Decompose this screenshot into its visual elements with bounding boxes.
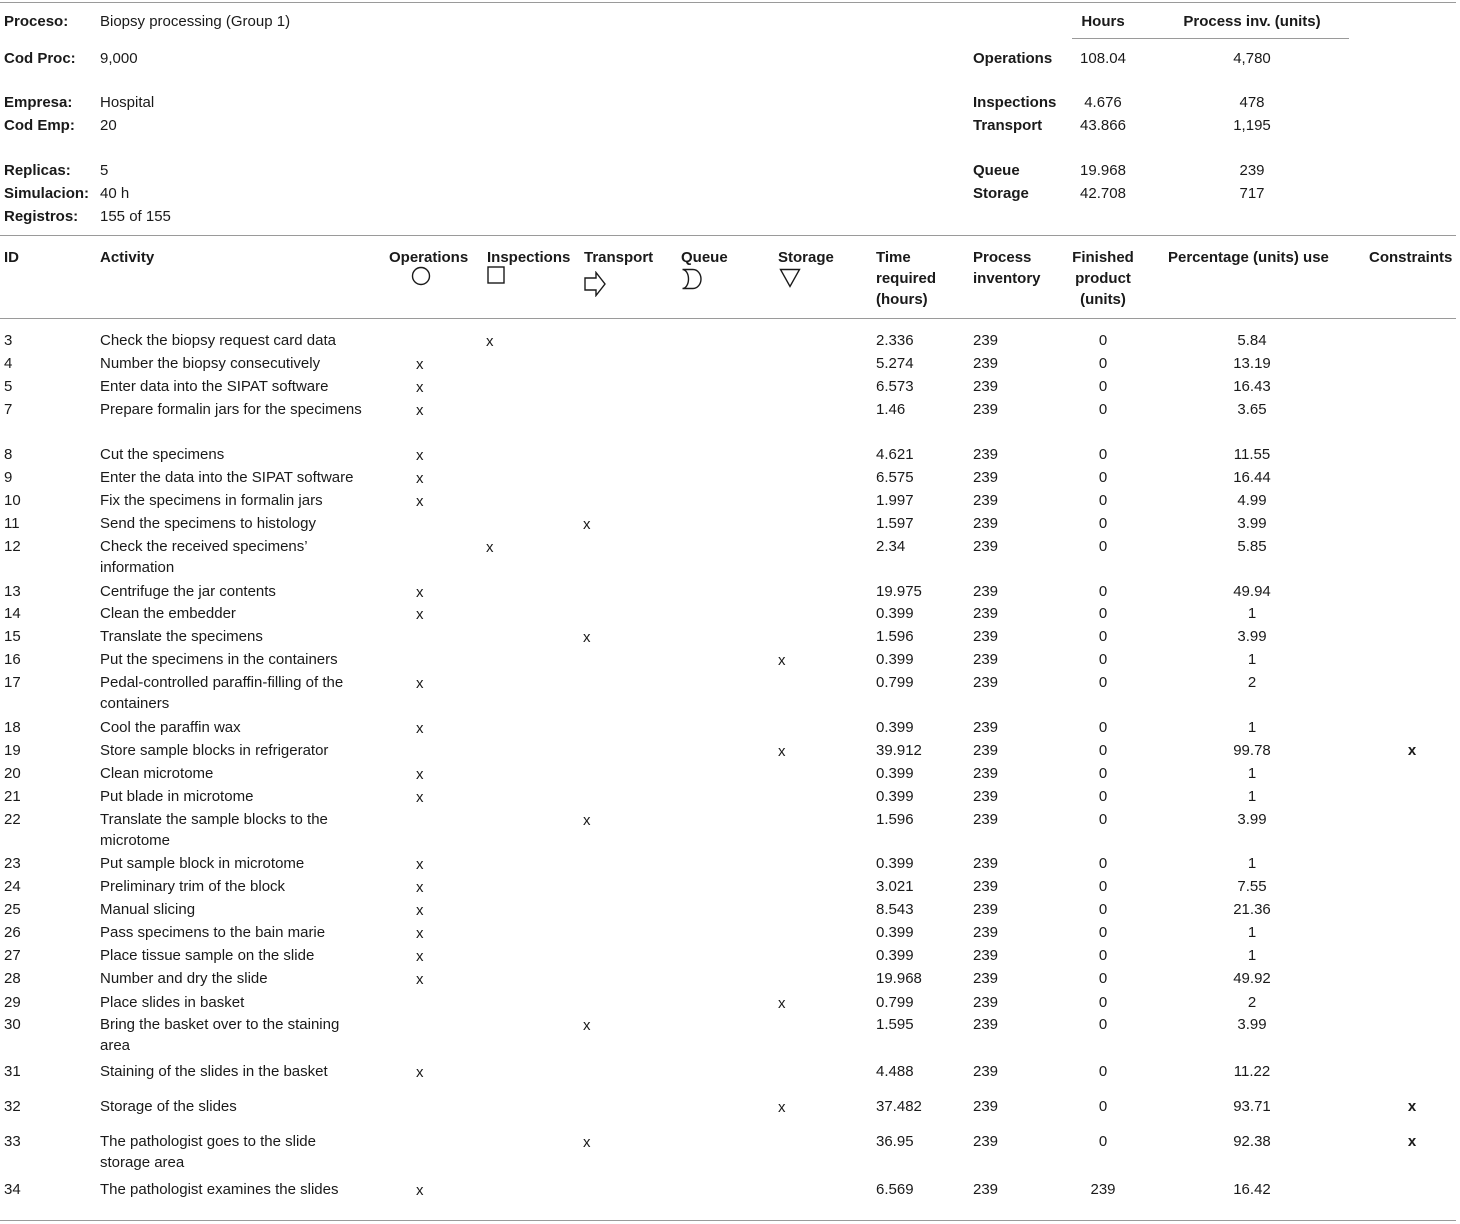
row-percentage: 1 [1247,788,1257,805]
row-inspections-mark: x [486,333,494,350]
row-inventory: 239 [973,1181,999,1198]
row-percentage: 16.44 [1233,469,1271,486]
row-id: 17 [4,674,21,691]
row-id: 34 [4,1181,21,1198]
row-inventory: 239 [973,628,999,645]
row-percentage: 21.36 [1233,901,1271,918]
header-bottom-rule [0,235,1456,236]
row-transport-mark: x [583,629,591,646]
row-percentage: 2 [1247,674,1257,691]
row-id: 10 [4,492,21,509]
col-finished: Finished product (units) [1072,249,1134,308]
row-inventory: 239 [973,605,999,622]
row-operations-mark: x [416,948,424,965]
field-value: 20 [100,117,117,134]
row-time: 1.46 [876,401,906,418]
row-inventory: 239 [973,901,999,918]
row-inventory: 239 [973,401,999,418]
row-activity: Number the biopsy consecutively [100,355,321,372]
row-activity: Clean the embedder [100,605,236,622]
row-activity: Number and dry the slide [100,970,268,987]
row-finished: 0 [1098,901,1108,918]
row-activity: Put the specimens in the containers [100,651,338,668]
row-finished: 0 [1098,605,1108,622]
field-value: Biopsy processing (Group 1) [100,13,291,30]
row-id: 7 [4,401,13,418]
row-id: 31 [4,1063,21,1080]
row-id: 20 [4,765,21,782]
row-percentage: 3.99 [1237,811,1267,828]
summary-hours: 19.968 [1080,162,1126,179]
row-inventory: 239 [973,355,999,372]
row-operations-mark: x [416,379,424,396]
col-time: Time required (hours) [876,249,937,308]
summary-inv: 239 [1239,162,1265,179]
row-finished: 0 [1098,515,1108,532]
field-value: 155 of 155 [100,208,171,225]
row-finished: 0 [1098,469,1108,486]
row-percentage: 5.85 [1237,538,1267,555]
row-finished: 0 [1098,765,1108,782]
row-activity: Put blade in microtome [100,788,254,805]
row-id: 3 [4,332,13,349]
row-operations-mark: x [416,447,424,464]
row-time: 0.399 [876,651,914,668]
row-finished: 0 [1098,1098,1108,1115]
row-activity: Translate the specimens [100,628,263,645]
row-operations-mark: x [416,766,424,783]
row-id: 12 [4,538,21,555]
row-inventory: 239 [973,674,999,691]
row-operations-mark: x [416,356,424,373]
row-activity: Enter data into the SIPAT software [100,378,329,395]
row-activity: Pedal-controlled paraffin-filling of the containers [100,674,344,712]
row-inventory: 239 [973,811,999,828]
row-activity: Put sample block in microtome [100,855,305,872]
row-operations-mark: x [416,493,424,510]
row-activity: Staining of the slides in the basket [100,1063,328,1080]
row-time: 0.399 [876,947,914,964]
row-operations-mark: x [416,470,424,487]
row-id: 5 [4,378,13,395]
row-finished: 0 [1098,855,1108,872]
row-percentage: 3.65 [1237,401,1267,418]
summary-label: Queue [973,162,1020,179]
row-id: 22 [4,811,21,828]
row-operations-mark: x [416,606,424,623]
row-activity: Pass specimens to the bain marie [100,924,326,941]
field-value: Hospital [100,94,155,111]
row-percentage: 5.84 [1237,332,1267,349]
row-inspections-mark: x [486,539,494,556]
row-percentage: 11.22 [1233,1063,1271,1080]
summary-inv: 1,195 [1233,117,1271,134]
row-inventory: 239 [973,947,999,964]
row-inventory: 239 [973,994,999,1011]
row-percentage: 1 [1247,651,1257,668]
field-label: Cod Proc: [4,50,76,67]
row-finished: 0 [1098,583,1108,600]
row-id: 15 [4,628,21,645]
row-operations-mark: x [416,856,424,873]
table-bottom-rule [0,1220,1456,1221]
row-activity: Enter the data into the SIPAT software [100,469,354,486]
row-finished: 0 [1098,651,1108,668]
col-operations: Operations [389,249,469,266]
row-finished: 0 [1098,628,1108,645]
row-time: 1.596 [876,811,914,828]
field-label: Registros: [4,208,79,225]
row-time: 2.336 [876,332,914,349]
row-time: 39.912 [876,742,922,759]
row-finished: 0 [1098,538,1108,555]
row-finished: 0 [1098,674,1108,691]
field-label: Cod Emp: [4,117,75,134]
row-finished: 0 [1098,1016,1108,1033]
row-storage-mark: x [778,652,786,669]
row-percentage: 93.71 [1233,1098,1271,1115]
row-activity: Store sample blocks in refrigerator [100,742,329,759]
row-inventory: 239 [973,878,999,895]
circle-icon [411,266,431,286]
row-percentage: 16.43 [1233,378,1271,395]
row-transport-mark: x [583,516,591,533]
field-label: Empresa: [4,94,73,111]
row-operations-mark: x [416,1064,424,1081]
row-percentage: 4.99 [1237,492,1267,509]
row-transport-mark: x [583,1017,591,1034]
row-percentage: 2 [1247,994,1257,1011]
row-time: 0.399 [876,788,914,805]
row-activity: Manual slicing [100,901,196,918]
row-id: 26 [4,924,21,941]
row-id: 14 [4,605,21,622]
row-time: 1.596 [876,628,914,645]
row-time: 4.621 [876,446,914,463]
summary-hours: 42.708 [1080,185,1126,202]
field-label: Simulacion: [4,185,90,202]
row-id: 29 [4,994,21,1011]
row-inventory: 239 [973,924,999,941]
row-inventory: 239 [973,719,999,736]
row-activity: Storage of the slides [100,1098,237,1115]
row-storage-mark: x [778,743,786,760]
row-activity: Preliminary trim of the block [100,878,286,895]
row-operations-mark: x [416,402,424,419]
row-operations-mark: x [416,925,424,942]
row-time: 0.399 [876,924,914,941]
row-finished: 0 [1098,1063,1108,1080]
row-id: 33 [4,1133,21,1150]
row-id: 28 [4,970,21,987]
col-constraints: Constraints [1369,249,1453,266]
row-operations-mark: x [416,584,424,601]
row-percentage: 49.92 [1233,970,1271,987]
summary-inv: 717 [1239,185,1265,202]
row-percentage: 11.55 [1233,446,1271,463]
row-time: 37.482 [876,1098,922,1115]
row-finished: 0 [1098,994,1108,1011]
row-operations-mark: x [416,971,424,988]
row-id: 24 [4,878,21,895]
row-activity: Place slides in basket [100,994,245,1011]
row-activity: Translate the sample blocks to the microtome [100,811,328,849]
row-inventory: 239 [973,538,999,555]
square-icon [487,266,506,285]
row-percentage: 3.99 [1237,515,1267,532]
col-queue: Queue [681,249,728,266]
row-activity: Centrifuge the jar contents [100,583,276,600]
row-storage-mark: x [778,995,786,1012]
row-inventory: 239 [973,332,999,349]
row-constraint: x [1407,742,1417,759]
row-inventory: 239 [973,1098,999,1115]
row-time: 3.021 [876,878,914,895]
row-time: 0.399 [876,765,914,782]
row-percentage: 16.42 [1233,1181,1271,1198]
row-percentage: 1 [1247,719,1257,736]
summary-hours: 108.04 [1080,50,1126,67]
col-percentage: Percentage (units) use [1168,249,1329,266]
row-percentage: 1 [1247,924,1257,941]
row-time: 1.997 [876,492,914,509]
row-inventory: 239 [973,1016,999,1033]
top-rule [0,2,1456,3]
row-operations-mark: x [416,720,424,737]
row-activity: The pathologist examines the slides [100,1181,339,1198]
row-percentage: 1 [1247,765,1257,782]
column-header-rule [0,318,1456,319]
row-activity: Cut the specimens [100,446,225,463]
row-activity: Prepare formalin jars for the specimens [100,401,362,418]
row-id: 11 [4,515,20,532]
field-value: 5 [100,162,109,179]
row-time: 36.95 [876,1133,914,1150]
row-storage-mark: x [778,1099,786,1116]
row-finished: 0 [1098,924,1108,941]
row-constraint: x [1407,1098,1417,1115]
row-inventory: 239 [973,1133,999,1150]
row-inventory: 239 [973,788,999,805]
row-percentage: 1 [1247,947,1257,964]
row-time: 6.569 [876,1181,914,1198]
row-time: 2.34 [876,538,906,555]
row-id: 18 [4,719,21,736]
row-activity: Check the biopsy request card data [100,332,336,349]
row-id: 32 [4,1098,21,1115]
row-time: 6.575 [876,469,914,486]
row-id: 25 [4,901,21,918]
row-operations-mark: x [416,1182,424,1199]
summary-inv: 4,780 [1233,50,1271,67]
row-inventory: 239 [973,446,999,463]
row-percentage: 1 [1247,855,1257,872]
summary-label: Storage [973,185,1029,202]
row-id: 13 [4,583,21,600]
row-activity: Check the received specimens’ information [100,538,308,576]
row-finished: 0 [1098,788,1108,805]
row-finished: 0 [1098,492,1108,509]
row-operations-mark: x [416,902,424,919]
row-activity: Fix the specimens in formalin jars [100,492,323,509]
row-inventory: 239 [973,583,999,600]
row-finished: 0 [1098,446,1108,463]
row-time: 0.399 [876,719,914,736]
row-inventory: 239 [973,651,999,668]
row-activity: Bring the basket over to the staining area [100,1016,340,1054]
row-operations-mark: x [416,675,424,692]
row-id: 8 [4,446,13,463]
row-percentage: 7.55 [1237,878,1267,895]
row-inventory: 239 [973,378,999,395]
d-shape-icon [681,268,703,290]
row-finished: 0 [1098,401,1108,418]
row-finished: 0 [1098,378,1108,395]
triangle-down-icon [779,268,801,288]
row-finished: 0 [1098,878,1108,895]
summary-hours-header: Hours [1081,13,1125,30]
row-finished: 0 [1098,719,1108,736]
field-label: Replicas: [4,162,71,179]
row-activity: Place tissue sample on the slide [100,947,315,964]
row-percentage: 1 [1247,605,1257,622]
row-time: 0.399 [876,605,914,622]
row-time: 1.597 [876,515,914,532]
row-inventory: 239 [973,469,999,486]
summary-hours: 43.866 [1080,117,1126,134]
row-operations-mark: x [416,879,424,896]
col-id: ID [4,249,19,266]
row-time: 0.799 [876,994,914,1011]
row-id: 19 [4,742,21,759]
row-finished: 0 [1098,947,1108,964]
row-activity: Clean microtome [100,765,214,782]
row-time: 19.975 [876,583,922,600]
summary-label: Inspections [973,94,1057,111]
row-id: 30 [4,1016,21,1033]
row-finished: 0 [1098,970,1108,987]
row-percentage: 99.78 [1233,742,1271,759]
arrow-right-icon [584,271,606,297]
row-id: 4 [4,355,13,372]
row-time: 4.488 [876,1063,914,1080]
row-transport-mark: x [583,812,591,829]
row-time: 19.968 [876,970,922,987]
row-activity: The pathologist goes to the slide storage area [100,1133,316,1171]
summary-hours: 4.676 [1084,94,1122,111]
row-time: 5.274 [876,355,914,372]
field-label: Proceso: [4,13,69,30]
row-finished: 0 [1098,811,1108,828]
col-activity: Activity [100,249,155,266]
summary-inv: 478 [1239,94,1265,111]
row-activity: Cool the paraffin wax [100,719,241,736]
row-finished: 239 [1090,1181,1116,1198]
row-inventory: 239 [973,515,999,532]
row-finished: 0 [1098,1133,1108,1150]
row-inventory: 239 [973,970,999,987]
col-storage: Storage [778,249,834,266]
col-inspections: Inspections [487,249,571,266]
row-percentage: 13.19 [1233,355,1271,372]
row-inventory: 239 [973,492,999,509]
row-id: 21 [4,788,21,805]
row-activity: Send the specimens to histology [100,515,316,532]
summary-label: Transport [973,117,1043,134]
summary-inv-header: Process inv. (units) [1183,13,1321,30]
row-id: 9 [4,469,13,486]
row-time: 0.799 [876,674,914,691]
row-percentage: 3.99 [1237,1016,1267,1033]
row-finished: 0 [1098,742,1108,759]
summary-header-rule [1072,38,1349,39]
row-id: 23 [4,855,21,872]
row-id: 16 [4,651,21,668]
field-value: 9,000 [100,50,138,67]
row-inventory: 239 [973,742,999,759]
row-time: 8.543 [876,901,914,918]
row-percentage: 92.38 [1233,1133,1271,1150]
row-transport-mark: x [583,1134,591,1151]
row-inventory: 239 [973,1063,999,1080]
row-finished: 0 [1098,332,1108,349]
row-constraint: x [1407,1133,1417,1150]
row-percentage: 3.99 [1237,628,1267,645]
row-time: 1.595 [876,1016,914,1033]
row-percentage: 49.94 [1233,583,1271,600]
row-time: 6.573 [876,378,914,395]
col-transport: Transport [584,249,654,266]
summary-label: Operations [973,50,1053,67]
field-value: 40 h [100,185,130,202]
row-id: 27 [4,947,21,964]
row-inventory: 239 [973,855,999,872]
col-inventory: Process inventory [973,249,1041,287]
row-inventory: 239 [973,765,999,782]
row-operations-mark: x [416,789,424,806]
row-time: 0.399 [876,855,914,872]
row-finished: 0 [1098,355,1108,372]
